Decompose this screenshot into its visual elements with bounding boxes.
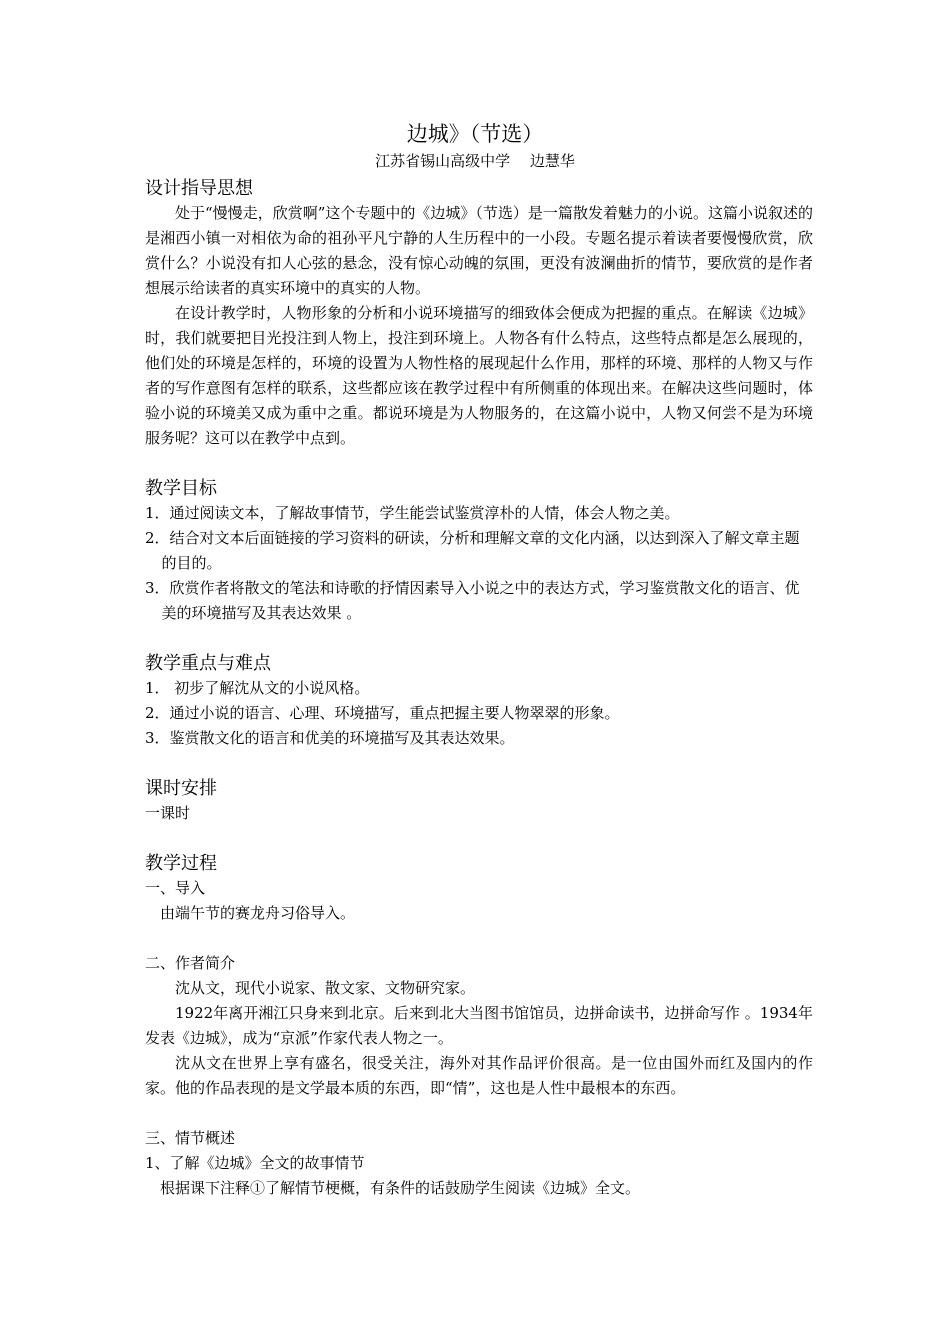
spacer <box>145 826 813 851</box>
goal-item-3: 3．欣赏作者将散文的笔法和诗歌的抒情因素导入小说之中的表达方式，学习鉴赏散文化的语言、优美的环境描写及其表达效果 。 <box>145 579 800 622</box>
schedule-text: 一课时 <box>145 804 191 822</box>
author-paragraph-3: 沈从文在世界上享有盛名，很受关注，海外对其作品评价很高。是一位由国外而红及国内的作家。他的作品表现的是文学最本质的东西，即“情”，这也是人性中最根本的东西。 <box>145 1054 813 1097</box>
goal-item-1: 1．通过阅读文本，了解故事情节，学生能尝试鉴赏淳朴的人情，体会人物之美。 <box>145 504 680 522</box>
spacer <box>145 751 813 776</box>
spacer <box>145 926 813 951</box>
process-plot-text: 根据课下注释①了解情节梗概，有条件的话鼓励学生阅读《边城》全文。 <box>160 1179 641 1197</box>
section-heading-guiding: 设计指导思想 <box>145 178 253 199</box>
spacer <box>145 451 813 476</box>
process-plot-sub: 1、了解《边城》全文的故事情节 <box>145 1154 365 1172</box>
guiding-paragraph-1: 处于“慢慢走，欣赏啊”这个专题中的《边城》（节选）是一篇散发着魅力的小说。这篇小说叙述的是湘西小镇一对相依为命的祖孙平凡宁静的人生历程中的一小段。专题名提示着读者要慢慢欣赏，欣赏什么？小说没有扣人心弦的悬念，没有惊心动魄的氛围，更没有波澜曲折的情节，要欣赏的是作者想展示给读者的真实环境中的真实的人物。 <box>145 204 813 297</box>
goal-item-2: 2．结合对文本后面链接的学习资料的研读，分析和理解文章的文化内涵，以达到深入了解文章主题的目的。 <box>145 529 800 572</box>
document-body <box>145 176 813 1201</box>
process-author-title: 二、作者简介 <box>145 954 236 972</box>
key-item-3: 3．鉴赏散文化的语言和优美的环境描写及其表达效果。 <box>145 729 515 747</box>
spacer <box>145 1101 813 1126</box>
section-heading-process: 教学过程 <box>145 853 217 874</box>
document-title: 边城》（节选） <box>406 122 544 146</box>
key-item-1: 1． 初步了解沈从文的小说风格。 <box>145 679 370 697</box>
process-intro-text: 由端午节的赛龙舟习俗导入。 <box>160 904 356 922</box>
author-paragraph-1: 沈从文，现代小说家、散文家、文物研究家。 <box>175 979 476 997</box>
guiding-paragraph-2: 在设计教学时，人物形象的分析和小说环境描写的细致体会便成为把握的重点。在解读《边城》时，我们就要把目光投注到人物上，投注到环境上。人物各有什么特点，这些特点都是怎么展现的，他们处的环境是怎样的，环境的设置为人物性格的展现起什么作用，那样的环境、那样的人物又与作者的写作意图有怎样的联系，这些都应该在教学过程中有所侧重的体现出来。在解决这些问题时，体验小说的环境美又成为重中之重。都说环境是为人物服务的，在这篇小说中，人物又何尝不是为环境服务呢？这可以在教学中点到。 <box>145 304 813 447</box>
process-intro-title: 一、导入 <box>145 879 206 897</box>
process-plot-title: 三、情节概述 <box>145 1129 236 1147</box>
document-author: 江苏省锡山高级中学 边慧华 <box>375 152 575 170</box>
spacer <box>145 626 813 651</box>
key-item-2: 2．通过小说的语言、心理、环境描写，重点把握主要人物翠翠的形象。 <box>145 704 620 722</box>
section-heading-key: 教学重点与难点 <box>145 653 271 674</box>
author-paragraph-2: 1922年离开湘江只身来到北京。后来到北大当图书馆馆员，边拼命读书，边拼命写作 。1934年发表《边城》，成为“京派”作家代表人物之一。 <box>145 1004 813 1047</box>
section-heading-schedule: 课时安排 <box>145 778 217 799</box>
section-heading-goals: 教学目标 <box>145 478 217 499</box>
